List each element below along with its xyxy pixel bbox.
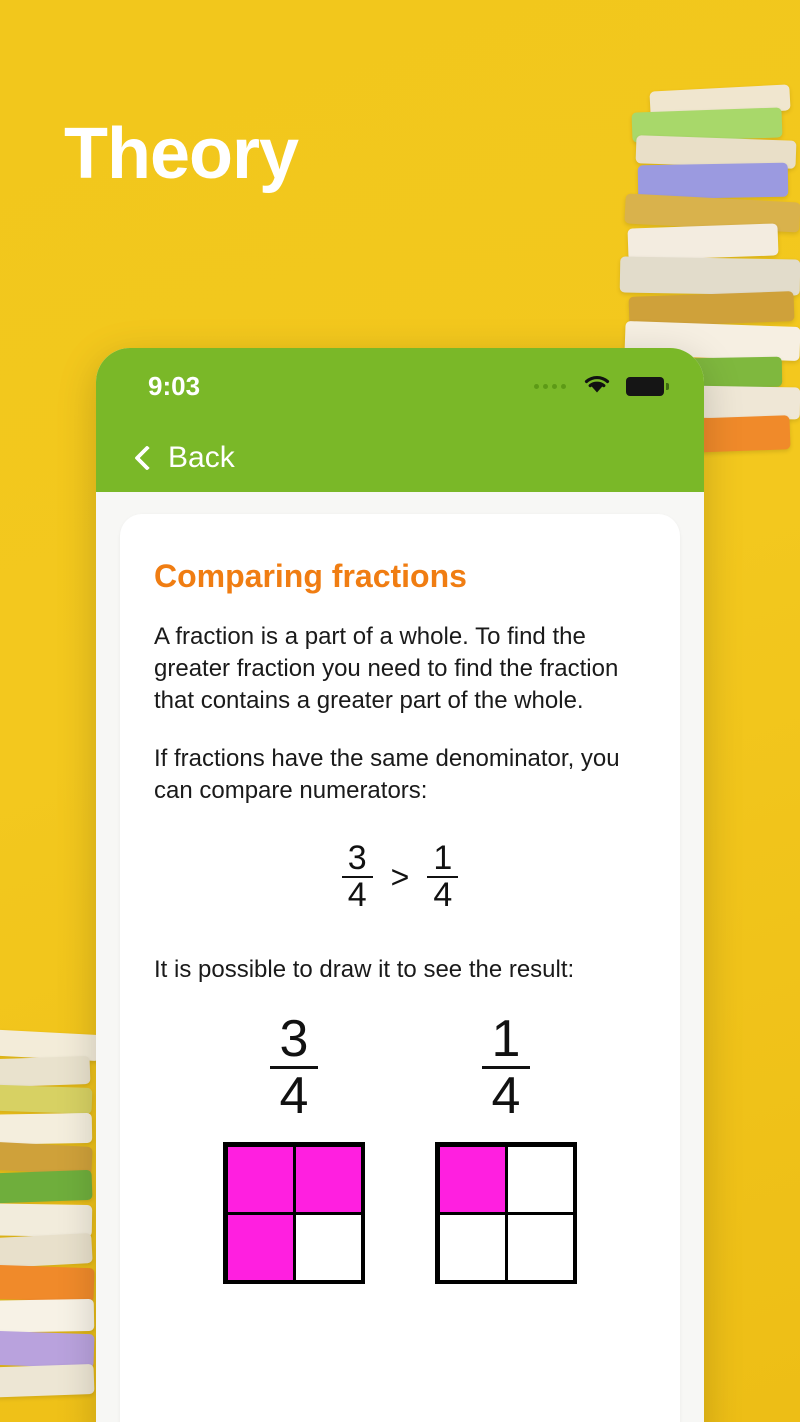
status-time: 9:03: [148, 370, 201, 401]
paragraph-3: It is possible to draw it to see the result:: [154, 955, 575, 983]
back-button-label: Back: [168, 441, 235, 474]
fraction-right: [427, 838, 458, 915]
fraction-diagram-item: [223, 1009, 365, 1284]
navigation-bar: [96, 424, 704, 492]
fraction-left-denominator: 4: [342, 876, 373, 914]
book-stack-left-decoration: [0, 1022, 110, 1422]
battery-icon: [626, 377, 664, 396]
fraction-grid: [435, 1142, 577, 1284]
diagram-numerator: 1: [491, 1009, 521, 1068]
paragraph-2: If fractions have the same denominator, you can compare numerators:: [154, 744, 620, 804]
grid-cell: [505, 1212, 576, 1283]
status-icons: [534, 373, 664, 400]
fraction-right-denominator: 4: [427, 876, 458, 914]
grid-cell: [437, 1212, 508, 1283]
grid-cell: [293, 1212, 364, 1283]
comparison-operator: >: [390, 858, 410, 895]
grid-cell: [505, 1144, 576, 1215]
page-title: Theory: [64, 114, 299, 194]
paragraph-1: A fraction is a part of a whole. To find the greater fraction you need to find the fraction that contains a greater part of the whole.: [154, 623, 619, 714]
diagram-numerator: 3: [279, 1009, 309, 1068]
signal-dots-icon: [534, 384, 566, 389]
diagram-denominator: 4: [270, 1066, 319, 1124]
grid-cell: [437, 1144, 508, 1215]
chevron-left-icon: [134, 445, 159, 470]
grid-cell: [293, 1144, 364, 1215]
grid-cell: [225, 1212, 296, 1283]
back-button[interactable]: [138, 441, 235, 475]
phone-mockup: [96, 348, 704, 1422]
content-area: [96, 492, 704, 1422]
diagram-fraction-label: [482, 1009, 531, 1126]
fraction-right-numerator: 1: [433, 838, 453, 877]
card-title: Comparing fractions: [154, 558, 467, 594]
fraction-left: [342, 838, 373, 915]
fraction-grid: [223, 1142, 365, 1284]
fraction-diagram: [154, 1009, 646, 1284]
theory-card: [120, 514, 680, 1422]
diagram-denominator: 4: [482, 1066, 531, 1124]
diagram-fraction-label: [270, 1009, 319, 1126]
inline-fraction-comparison: [154, 838, 646, 915]
wifi-icon: [582, 373, 612, 400]
fraction-diagram-item: [435, 1009, 577, 1284]
fraction-left-numerator: 3: [347, 838, 367, 877]
grid-cell: [225, 1144, 296, 1215]
status-bar: [96, 348, 704, 424]
